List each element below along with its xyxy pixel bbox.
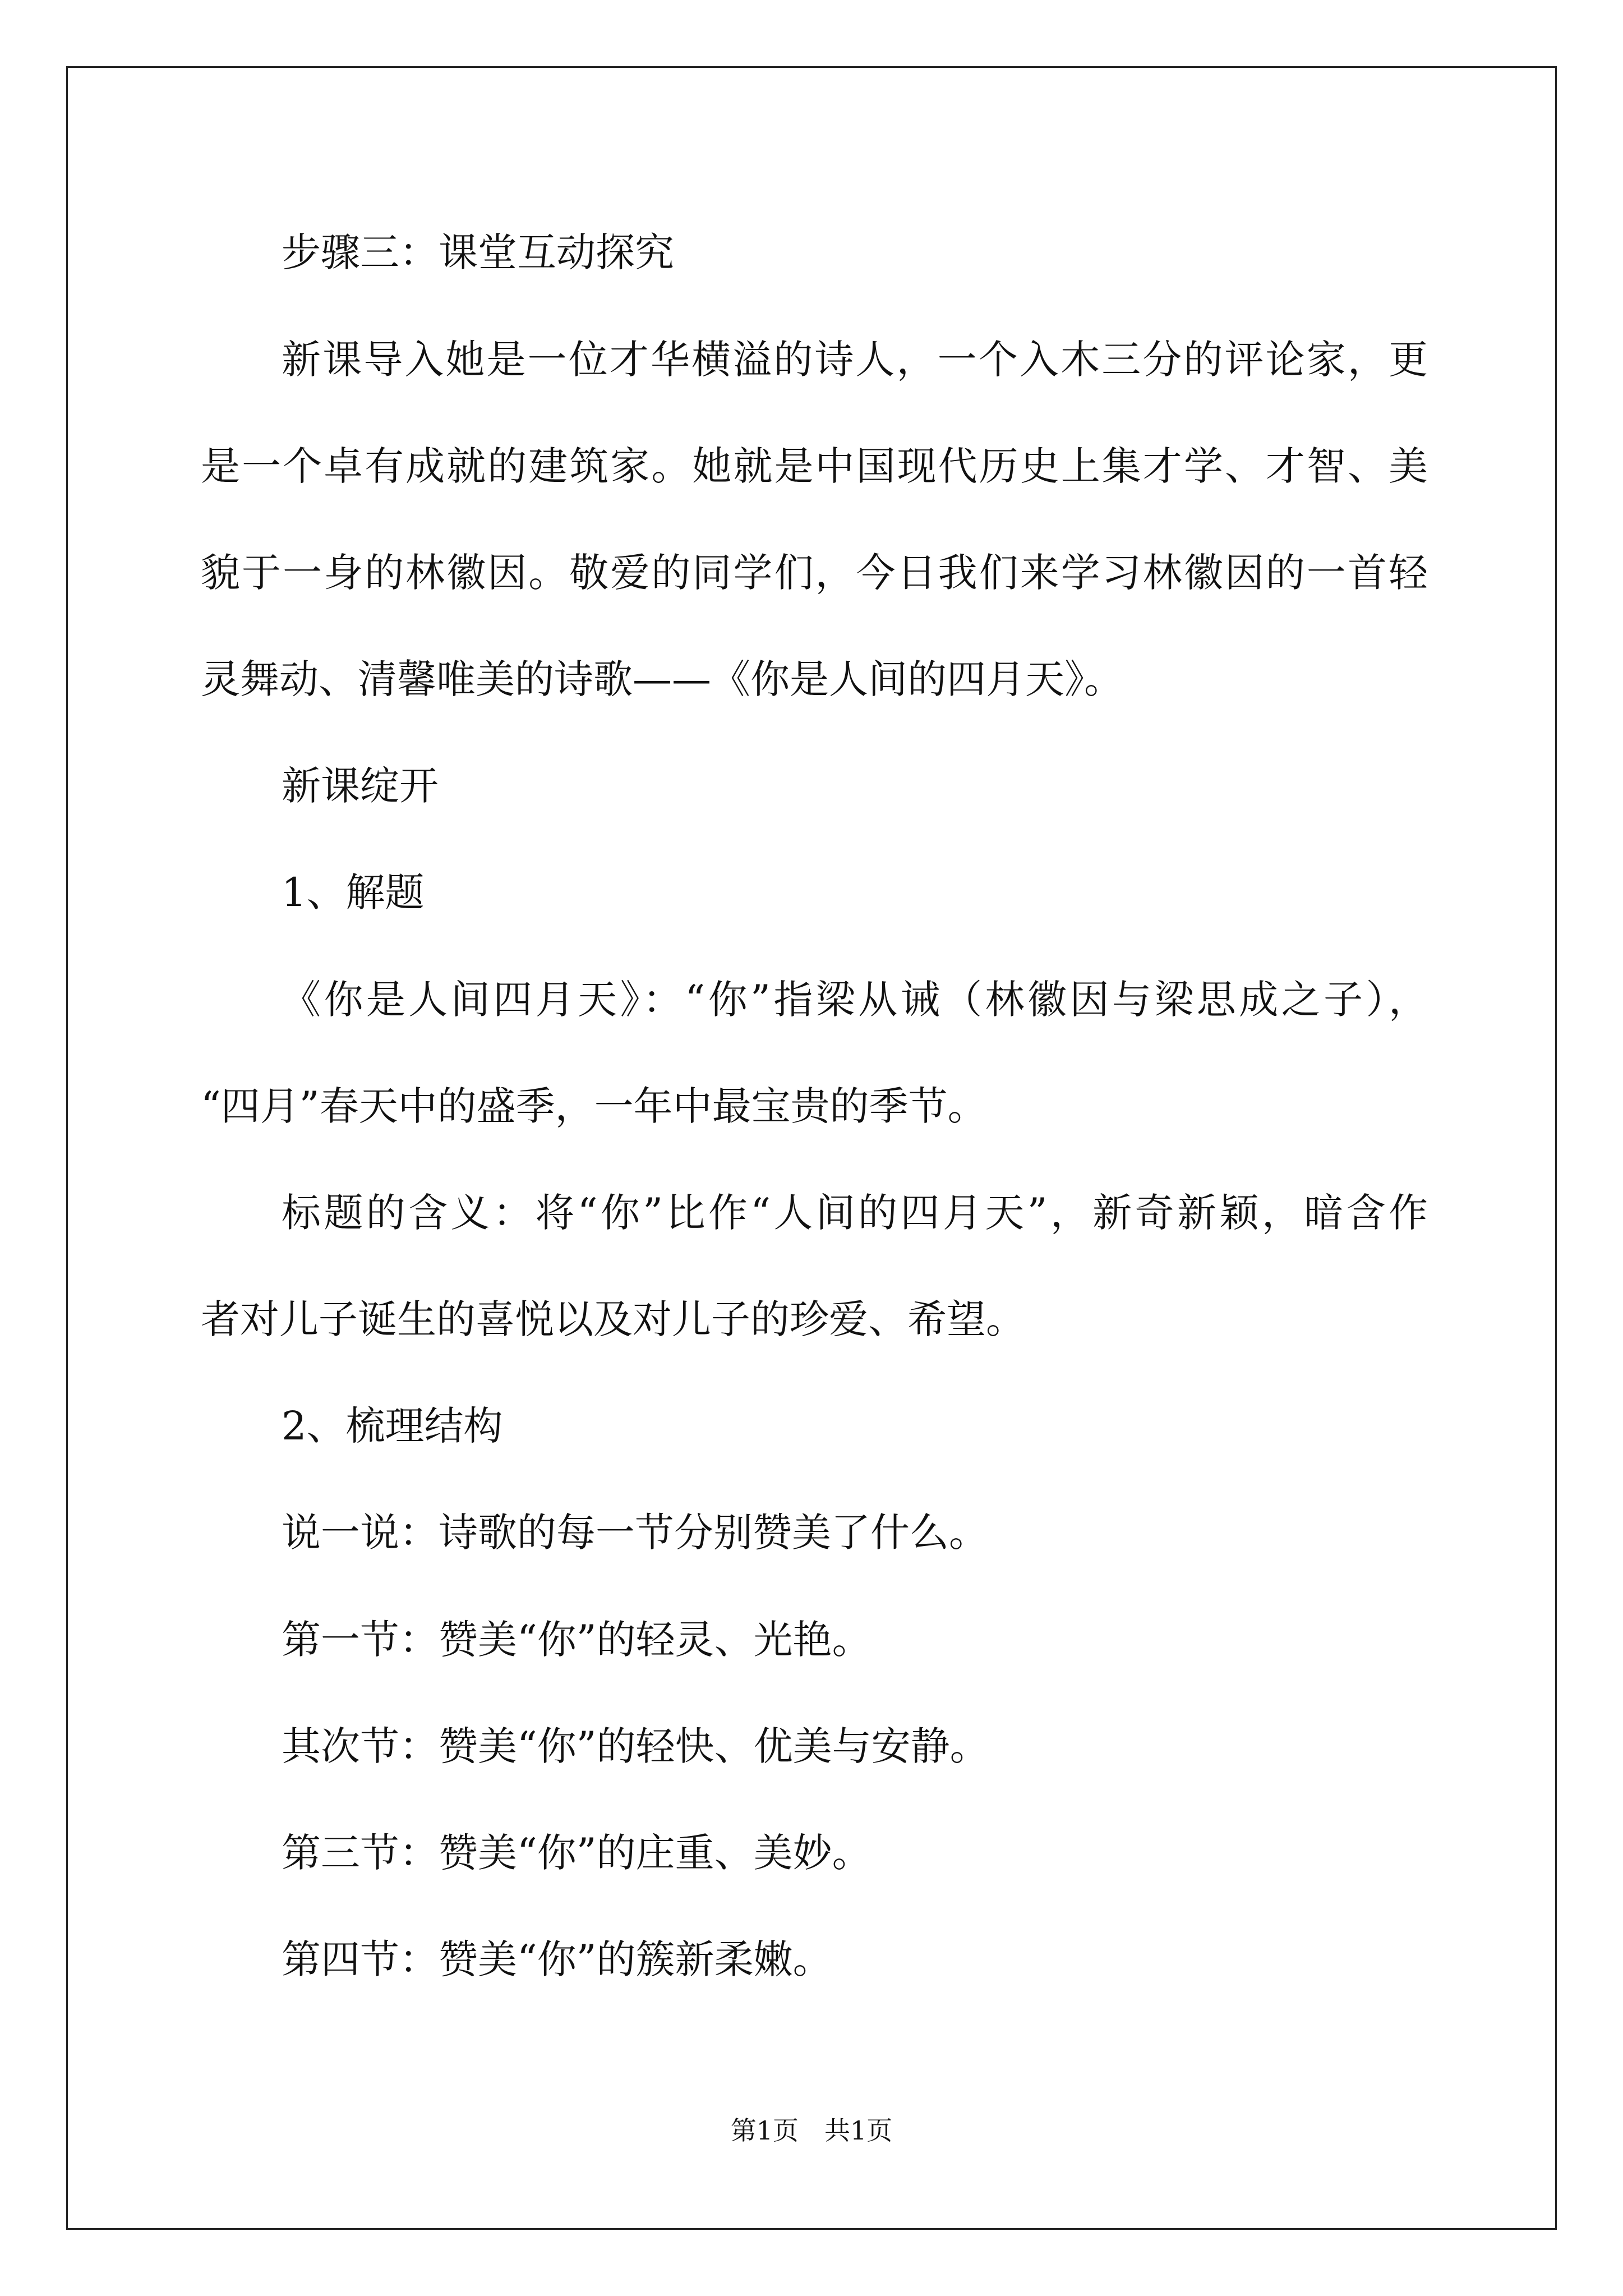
paragraph-line: 新课导入她是一位才华横溢的诗人，一个入木三分的评论家，更	[282, 337, 1428, 383]
list-item: 第四节：赞美“你”的簇新柔嫩。	[282, 1936, 832, 1982]
paragraph-line: 标题的含义：将“你”比作“人间的四月天”，新奇新颖，暗含作	[282, 1190, 1428, 1236]
list-item: 其次节：赞美“你”的轻快、优美与安静。	[282, 1723, 989, 1769]
paragraph-line: 《你是人间四月天》：“你”指梁从诫（林徽因与梁思成之子），	[282, 977, 1428, 1023]
numbered-heading: 1、解题	[282, 869, 425, 915]
list-item: 第三节：赞美“你”的庄重、美妙。	[282, 1830, 872, 1876]
page-footer: 第1页 共1页	[730, 2115, 893, 2146]
list-item: 第一节：赞美“你”的轻灵、光艳。	[282, 1617, 872, 1663]
paragraph-line: 说一说：诗歌的每一节分别赞美了什么。	[282, 1510, 988, 1556]
numbered-heading: 2、梳理结构	[282, 1403, 503, 1449]
paragraph-line: 者对儿子诞生的喜悦以及对儿子的珍爱、希望。	[201, 1296, 1025, 1342]
section-heading: 步骤三：课堂互动探究	[282, 229, 674, 275]
subheading: 新课绽开	[282, 763, 439, 809]
paragraph-line: “四月”春天中的盛季，一年中最宝贵的季节。	[201, 1083, 987, 1129]
paragraph-line: 貌于一身的林徽因。敬爱的同学们，今日我们来学习林徽因的一首轻	[201, 550, 1428, 596]
paragraph-line: 是一个卓有成就的建筑家。她就是中国现代历史上集才学、才智、美	[201, 443, 1428, 489]
page-border	[66, 66, 1557, 2230]
paragraph-line: 灵舞动、清馨唯美的诗歌——《你是人间的四月天》。	[201, 656, 1123, 702]
